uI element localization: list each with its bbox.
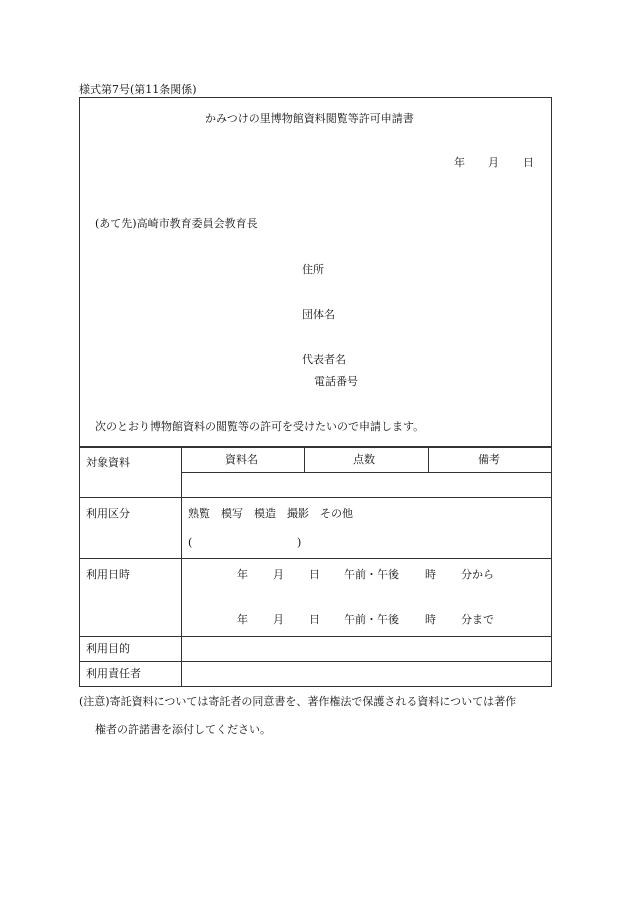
form-title: かみつけの里博物館資料閲覧等許可申請書 <box>205 112 414 125</box>
details-table <box>79 447 552 687</box>
responsible-person-label: 利用責任者 <box>86 667 141 680</box>
table-row-rule-4 <box>79 661 552 662</box>
request-text: 次のとおり博物館資料の閲覧等の許可を受けたいので申請します。 <box>95 420 425 433</box>
col-count: 点数 <box>353 453 375 466</box>
usage-options: 熟覧 模写 模造 撮影 その他 <box>188 507 353 520</box>
from-month: 月 <box>273 568 284 581</box>
representative-label: 代表者名 <box>302 353 346 366</box>
to-month: 月 <box>273 613 284 626</box>
to-year: 年 <box>237 613 248 626</box>
date-month: 月 <box>488 156 499 169</box>
datetime-label: 利用日時 <box>86 568 130 581</box>
table-header-divider-2 <box>428 447 429 472</box>
phone-label: 電話番号 <box>314 375 358 388</box>
from-minute: 分から <box>461 568 494 581</box>
to-day: 日 <box>309 613 320 626</box>
table-header-rule <box>181 472 552 473</box>
date-year: 年 <box>454 156 465 169</box>
date-day: 日 <box>523 156 534 169</box>
table-row-rule-1 <box>79 497 552 498</box>
note-line-2: 権者の許諾書を添付してください。 <box>95 723 271 736</box>
organization-label: 団体名 <box>302 308 335 321</box>
target-materials-label: 対象資料 <box>86 456 130 469</box>
table-row-rule-2 <box>79 558 552 559</box>
other-paren-open: ( <box>188 536 193 549</box>
col-remarks: 備考 <box>478 453 500 466</box>
note-line-1: (注意)寄託資料については寄託者の同意書を、著作権法で保護される資料については著作 <box>79 695 517 708</box>
form-number: 様式第7号(第11条関係) <box>79 83 197 96</box>
address-label: 住所 <box>302 263 324 276</box>
usage-type-label: 利用区分 <box>86 507 130 520</box>
purpose-label: 利用目的 <box>86 642 130 655</box>
from-year: 年 <box>237 568 248 581</box>
from-day: 日 <box>309 568 320 581</box>
other-paren-close: ) <box>297 536 302 549</box>
from-ampm: 午前・午後 <box>344 568 399 581</box>
table-column-divider <box>181 447 182 687</box>
addressee: (あて先)高崎市教育委員会教育長 <box>95 217 258 230</box>
table-row-rule-3 <box>79 636 552 637</box>
to-ampm: 午前・午後 <box>344 613 399 626</box>
col-material-name: 資料名 <box>225 453 258 466</box>
to-minute: 分まで <box>461 613 494 626</box>
to-hour: 時 <box>425 613 436 626</box>
table-header-divider-1 <box>304 447 305 472</box>
from-hour: 時 <box>425 568 436 581</box>
